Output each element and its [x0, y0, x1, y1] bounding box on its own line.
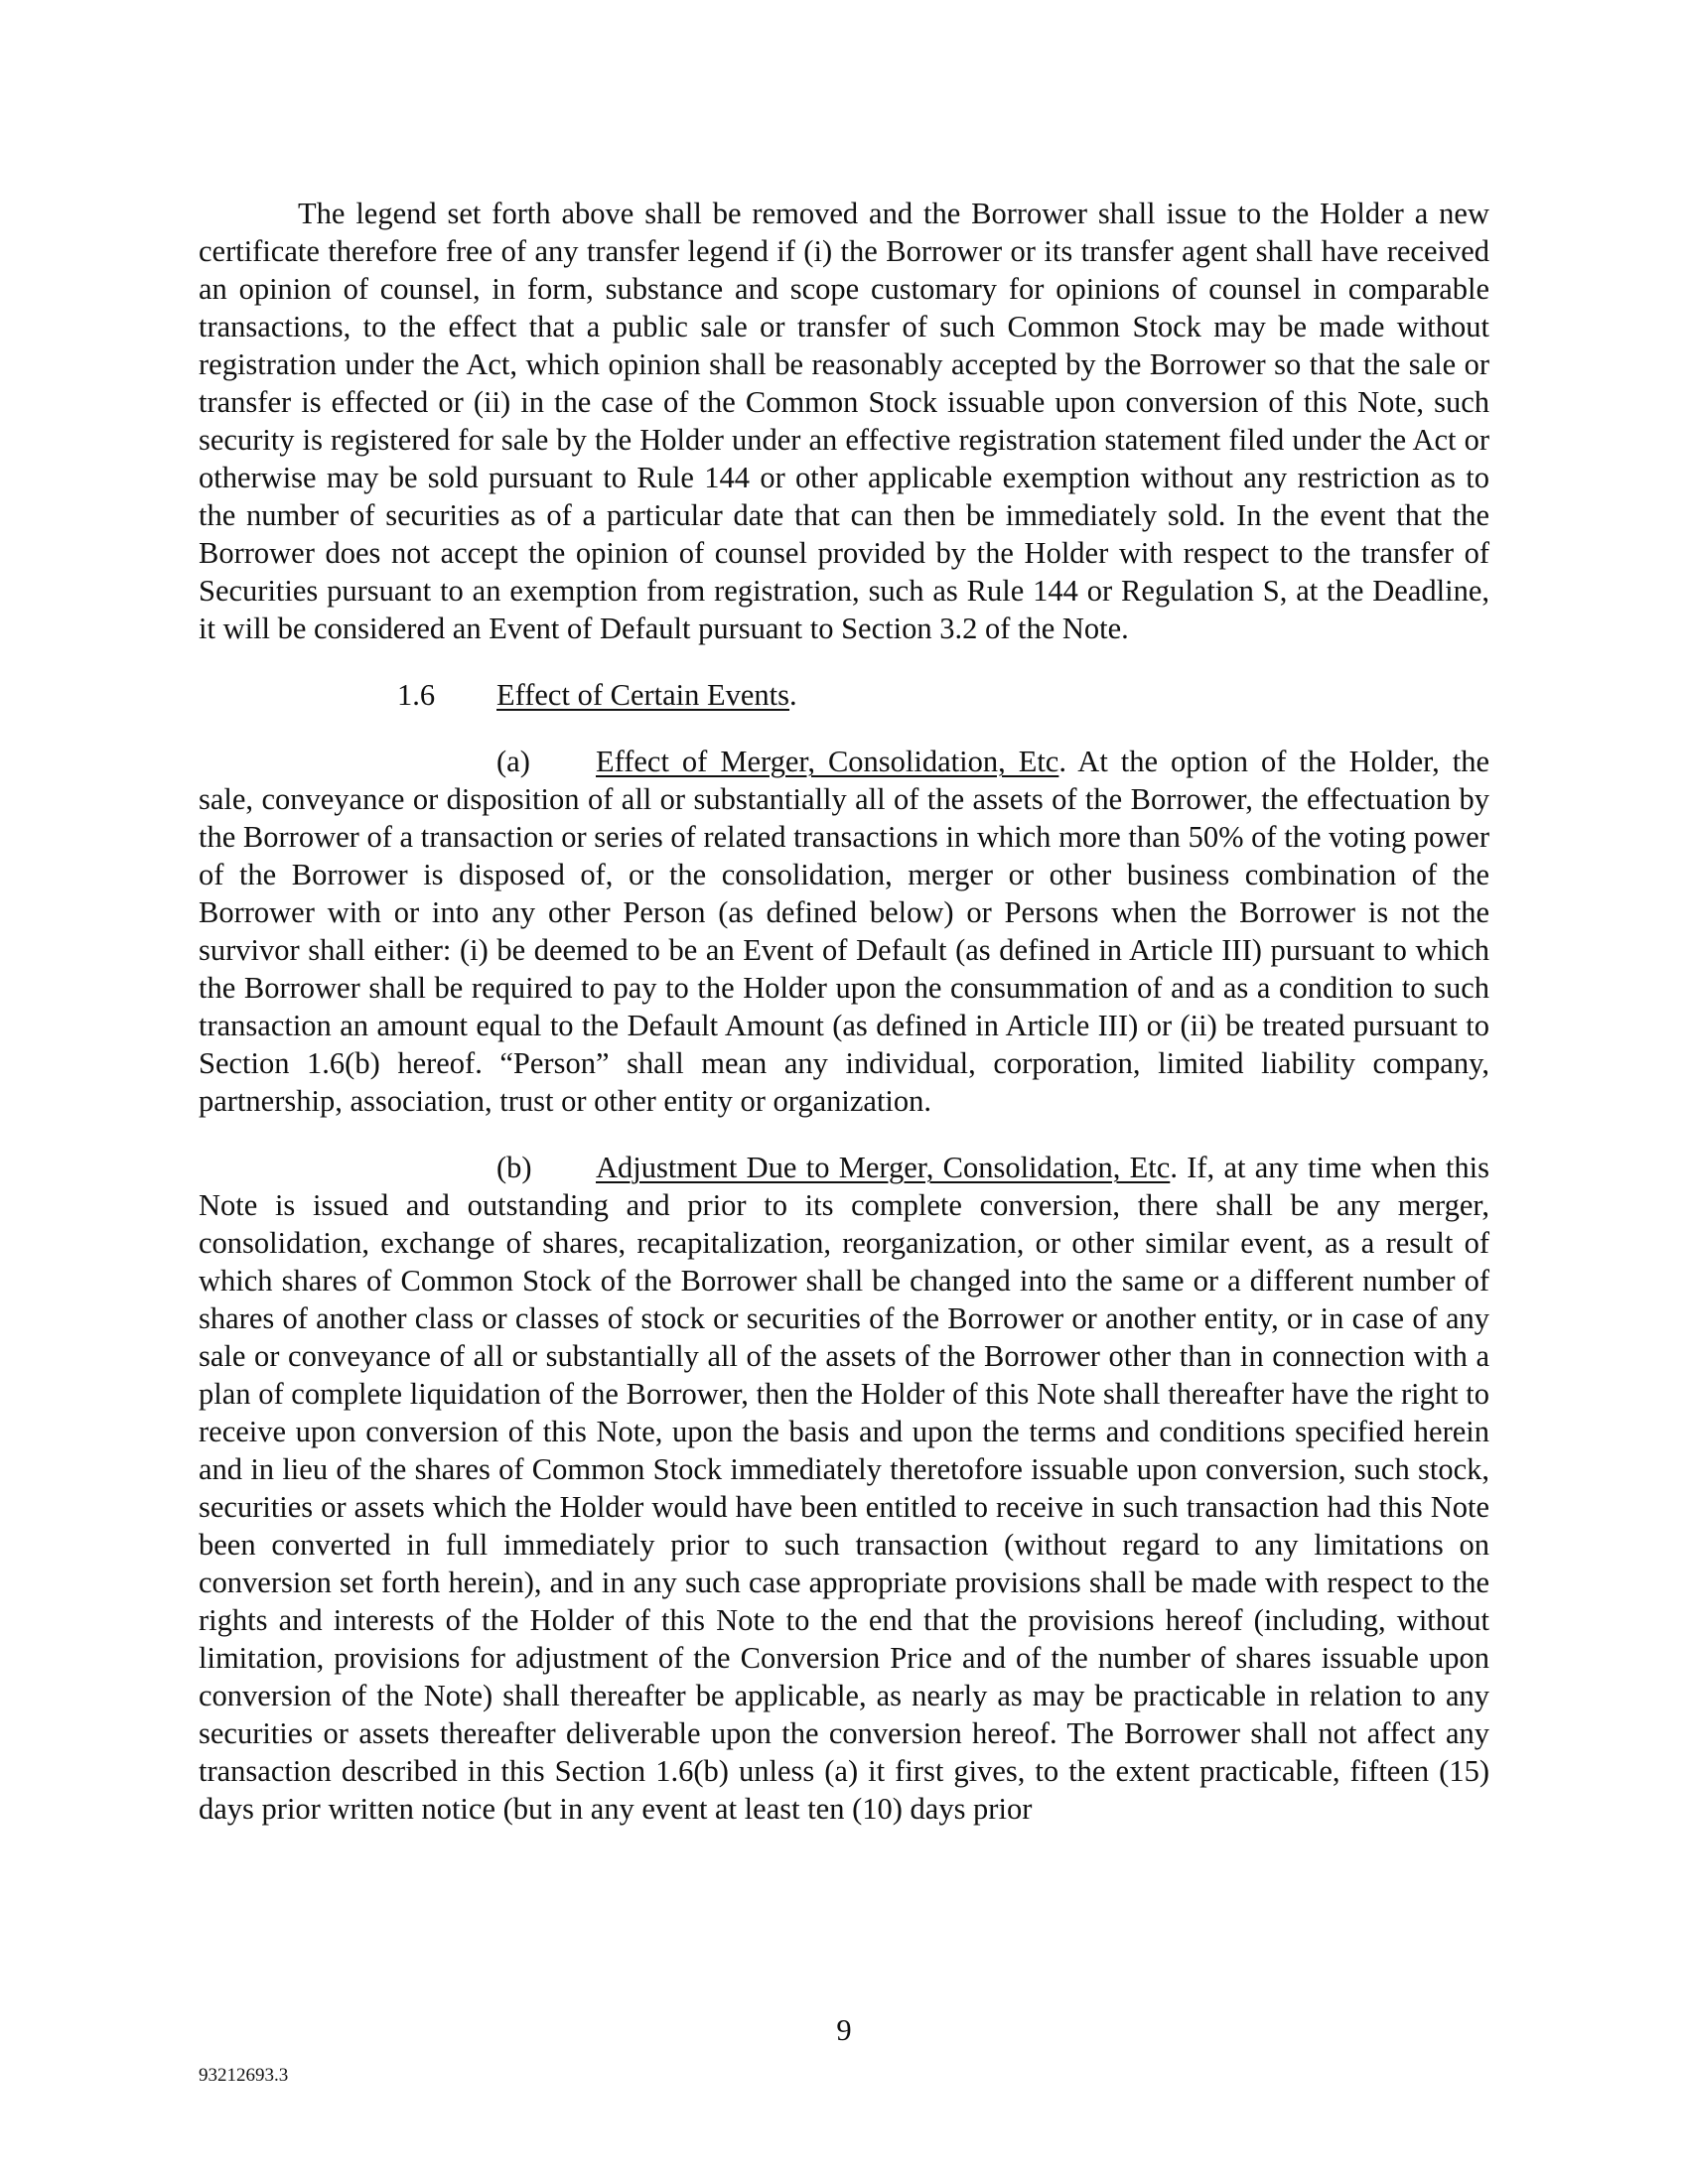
subsection-a-title: Effect of Merger, Consolidation, Etc — [596, 745, 1059, 778]
document-page — [199, 195, 1489, 1828]
legend-removal-paragraph: The legend set forth above shall be removed and the Borrower shall issue to the Holder a new certificate therefore free of any transfer legend if (i) the Borrower or its transfer agent shall have received an opinion of counsel, in form, substance and scope customary for opinions of counsel in comparable transactions, to the effect that a public sale or transfer of such Common Stock may be made without registration under the Act, which opinion shall be reasonably accepted by the Borrower so that the sale or transfer is effected or (ii) in the case of the Common Stock issuable upon conversion of this Note, such security is registered for sale by the Holder under an effective registration statement filed under the Act or otherwise may be sold pursuant to Rule 144 or other applicable exemption without any restriction as to the number of securities as of a particular date that can then be immediately sold. In the event that the Borrower does not accept the opinion of counsel provided by the Holder with respect to the transfer of Securities pursuant to an exemption from registration, such as Rule 144 or Regulation S, at the Deadline, it will be considered an Event of Default pursuant to Section 3.2 of the Note. — [199, 197, 1489, 645]
subsection-a-paragraph — [199, 743, 1489, 1120]
subsection-b-label: (b) — [496, 1151, 532, 1184]
page-number: 9 — [836, 2013, 852, 2047]
subsection-b-paragraph — [199, 1149, 1489, 1828]
section-heading — [199, 676, 1489, 714]
section-title-suffix: . — [789, 678, 797, 712]
subsection-b-title: Adjustment Due to Merger, Consolidation, Etc — [596, 1151, 1171, 1184]
section-number: 1.6 — [397, 678, 436, 712]
document-id: 93212693.3 — [199, 2065, 289, 2086]
subsection-b-text: . If, at any time when this Note is issued and outstanding and prior to its complete conversion, there shall be any merger, consolidation, exchange of shares, recapitalization, reorganization, or other similar event, as a result of which shares of Common Stock of the Borrower shall be changed into the same or a different number of shares of another class or classes of stock or securities of the Borrower or another entity, or in case of any sale or conveyance of all or substantially all of the assets of the Borrower other than in connection with a plan of complete liquidation of the Borrower, then the Holder of this Note shall thereafter have the right to receive upon conversion of this Note, upon the basis and upon the terms and conditions specified herein and in lieu of the shares of Common Stock immediately theretofore issuable upon conversion, such stock, securities or assets which the Holder would have been entitled to receive in such transaction had this Note been converted in full immediately prior to such transaction (without regard to any limitations on conversion set forth herein), and in any such case appropriate provisions shall be made with respect to the rights and interests of the Holder of this Note to the end that the provisions hereof (including, without limitation, provisions for adjustment of the Conversion Price and of the number of shares issuable upon conversion of the Note) shall thereafter be applicable, as nearly as may be practicable in relation to any securities or assets thereafter deliverable upon the conversion hereof. The Borrower shall not affect any transaction described in this Section 1.6(b) unless (a) it first gives, to the extent practicable, fifteen (15) days prior written notice (but in any event at least ten (10) days prior — [199, 1151, 1490, 1826]
section-title: Effect of Certain Events — [496, 678, 790, 712]
subsection-a-label: (a) — [496, 745, 530, 778]
subsection-a-text: . At the option of the Holder, the sale, conveyance or disposition of all or substantially all of the assets of the Borrower, the effectuation by the Borrower of a transaction or series of related transactions in which more than 50% of the voting power of the Borrower is disposed of, or the consolidation, merger or other business combination of the Borrower with or into any other Person (as defined below) or Persons when the Borrower is not the survivor shall either: (i) be deemed to be an Event of Default (as defined in Article III) pursuant to which the Borrower shall be required to pay to the Holder upon the consummation of and as a condition to such transaction an amount equal to the Default Amount (as defined in Article III) or (ii) be treated pursuant to Section 1.6(b) hereof. “Person” shall mean any individual, corporation, limited liability company, partnership, association, trust or other entity or organization. — [199, 745, 1489, 1118]
